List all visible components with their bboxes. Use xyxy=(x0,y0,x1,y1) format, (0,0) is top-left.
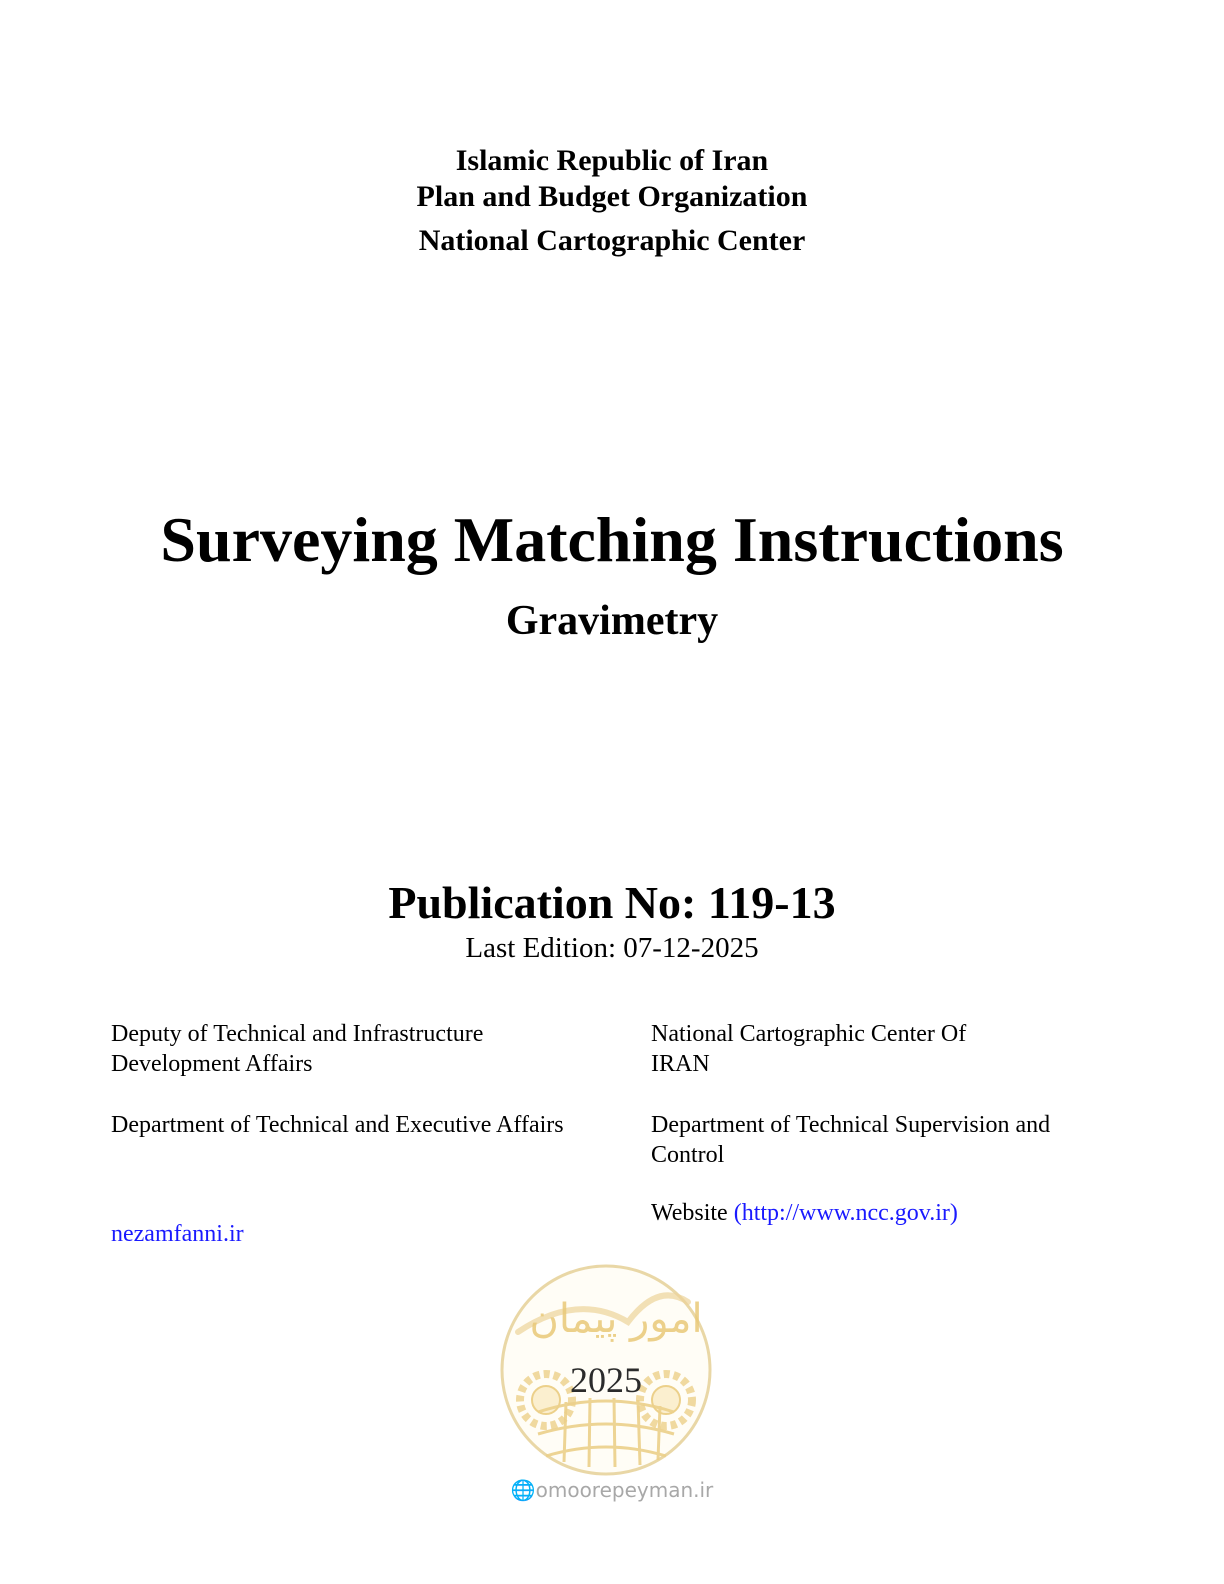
nezamfanni-link[interactable]: nezamfanni.ir xyxy=(111,1221,244,1247)
globe-icon: 🌐 xyxy=(510,1478,536,1502)
department-supervision-text: Department of Technical Supervision and Control xyxy=(651,1112,1051,1168)
deputy-text: Deputy of Technical and Infrastructure Development Affairs xyxy=(111,1021,484,1077)
header-country: Islamic Republic of Iran xyxy=(455,144,769,177)
website-label: Website xyxy=(651,1200,728,1226)
seal-persian-script: امور پیمان xyxy=(529,1296,703,1342)
document-subtitle: Gravimetry xyxy=(505,598,719,644)
omoorepeyman-watermark xyxy=(0,1478,1224,1502)
ncc-website-link[interactable]: (http://www.ncc.gov.ir) xyxy=(733,1200,958,1226)
document-title: Surveying Matching Instructions xyxy=(160,504,1064,575)
website-line xyxy=(651,1198,1151,1228)
header-center: National Cartographic Center xyxy=(418,224,806,257)
header-organization: Plan and Budget Organization xyxy=(416,180,808,213)
ncc-iran-text: National Cartographic Center Of IRAN xyxy=(651,1021,967,1077)
department-executive-text: Department of Technical and Executive Affairs xyxy=(111,1112,564,1138)
publication-number: Publication No: 119-13 xyxy=(388,877,836,928)
last-edition: Last Edition: 07-12-2025 xyxy=(465,932,759,964)
watermark-text: omoorepeyman.ir xyxy=(535,1478,714,1502)
seal-year: 2025 xyxy=(570,1360,642,1400)
